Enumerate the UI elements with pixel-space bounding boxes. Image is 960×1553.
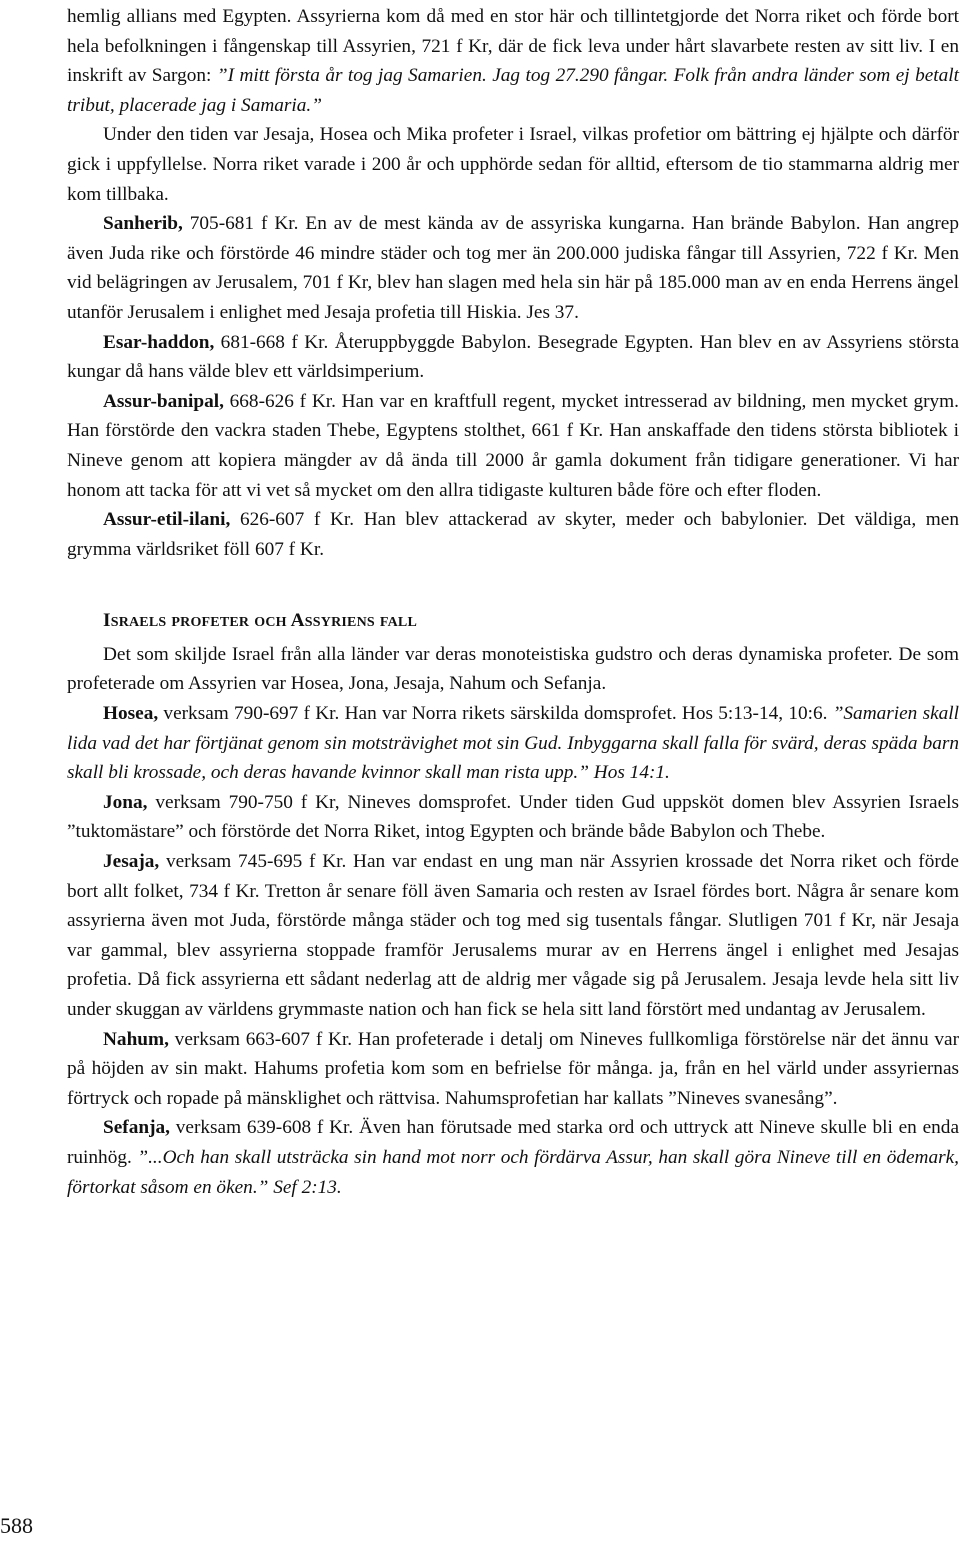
section-heading: Israels profeter och Assyriens fall — [103, 610, 418, 632]
paragraph-sanherib — [67, 209, 959, 327]
paragraph-text: 668-626 f Kr. Han var en kraftfull regent, mycket intresserad av bildning, men mycket grym. Han förstörde den vackra staden Thebe, Egyptens stolthet, 661 f Kr. Han anskaffade den tidens största bibliotek i Nineve genom att kopiera mängder av då ända till 2000 år gamla dokument från tidigare generationer. Vi har honom att tacka för att vi vet så mycket om den allra tidigaste kulturen både före och efter floden. — [67, 390, 959, 501]
paragraph-jesaja — [67, 847, 959, 1025]
paragraph-assur-banipal — [67, 387, 959, 505]
prophet-name: Nahum, — [103, 1028, 169, 1050]
paragraph-sargon — [67, 2, 959, 120]
prophet-name: Sefanja, — [103, 1117, 170, 1139]
king-name: Esar-haddon, — [103, 331, 215, 353]
paragraph-nahum — [67, 1025, 959, 1114]
hosea-quote: ”Samarien skall lida vad det har förtjänat genom sin motsträvighet mot sin Gud. Inbyggarna skall falla för svärd, deras späda barn skall bli krossade, och deras havande kvinnor skall man rista upp.” Hos 14:1. — [67, 703, 959, 784]
paragraph-prophets-israel: Under den tiden var Jesaja, Hosea och Mika profeter i Israel, vilkas profetior om bättring ej hjälpte och därför gick i uppfyllelse. Norra riket varade i 200 år och upphörde sedan för alltid, eftersom de tio stammarna aldrig mer kom tillbaka. — [67, 124, 959, 205]
sargon-inscription-quote: ”I mitt första år tog jag Samarien. Jag tog 27.290 fångar. Folk från andra länder som ej betalt tribut, placerade jag i Samaria.” — [67, 65, 959, 116]
king-name: Assur-banipal, — [103, 390, 224, 412]
paragraph-text: verksam 790-750 f Kr, Nineves domsprofet. Under tiden Gud uppsköt domen blev Assyrien Israels ”tuktomästare” och förstörde det Norra Riket, intog Egypten och brände både Babylon och Thebe. — [67, 791, 959, 843]
king-name: Sanherib, — [103, 213, 183, 235]
sefanja-quote: ”...Och han skall utsträcka sin hand mot norr och fördärva Assur, han skall göra Nineve till en ödemark, förtorkat såsom en öken.” Sef 2:13. — [67, 1146, 960, 1198]
prophet-name: Jesaja, — [103, 851, 160, 873]
paragraph-text: 681-668 f Kr. Återuppbyggde Babylon. Besegrade Egypten. Han blev en av Assyriens största kungar då hans välde blev ett världsimperium. — [67, 331, 959, 383]
paragraph-text: 626-607 f Kr. Han blev attackerad av skyter, meder och babylonier. Det väldiga, men grymma världsriket föll 607 f Kr. — [67, 509, 959, 560]
paragraph-sefanja — [67, 1113, 959, 1202]
paragraph-text: verksam 790-697 f Kr. Han var Norra rikets särskilda domsprofet. Hos 5:13-14, 10:6. — [158, 703, 833, 725]
prophet-name: Hosea, — [103, 703, 159, 725]
paragraph-text: hemlig allians med Egypten. Assyrierna kom då med en stor här och tillintetgjorde det Norra riket och förde bort hela befolkningen i fångenskap till Assyrien, 721 f Kr, där de fick leva under hårt slavarbete resten av sitt liv. I en inskrift av Sargon: — [67, 6, 959, 87]
page-body — [67, 2, 959, 1202]
paragraph-esar-haddon — [67, 328, 959, 387]
paragraph-jona — [67, 788, 959, 847]
page-number: 588 — [0, 1513, 33, 1538]
prophet-name: Jona, — [103, 791, 148, 813]
paragraph-assur-etil-ilani — [67, 505, 959, 564]
king-name: Assur-etil-ilani, — [103, 509, 231, 531]
paragraph-text: 705-681 f Kr. En av de mest kända av de assyriska kungarna. Han brände Babylon. Han angrep även Juda rike och förstörde 46 mindre städer och tog mer än 200.000 judiska fångar till Assyrien, 722 f Kr. Men vid belägringen av Jerusalem, 701 f Kr, blev han slagen med hela sin här på 185.000 man av en enda Herrens ängel utanför Jerusalem i enlighet med Jesaja profetia till Hiskia. Jes 37. — [67, 213, 959, 323]
paragraph-text: verksam 663-607 f Kr. Han profeterade i detalj om Nineves fullkomliga förstörelse när det ännu var på höjden av sin makt. Hahums profetia kom som en befrielse för många. ja, från en hel värld under assyriernas förtryck och ropade på mänsklighet och rättvisa. Nahumsprofetian har kallats ”Nineves svanesång”. — [67, 1028, 959, 1109]
paragraph-hosea — [67, 699, 959, 788]
paragraph-text: verksam 745-695 f Kr. Han var endast en ung man när Assyrien krossade det Norra riket och förde bort allt folket, 734 f Kr. Tretton år senare föll även Samaria och resten av Israel fördes bort. Några år senare kom assyrierna även mot Juda, förstörde många städer och tog med sig tusentals fångar. Slutligen 701 f Kr, när Jesaja var gammal, blev assyrierna stoppade framför Jerusalems murar av en Herrens ängel i enlighet med Jesajas profetia. Då fick assyrierna ett sådant nederlag att de aldrig mer vågade sig på Jerusalem. Jesaja levde hela sitt liv under skuggan av världens grymmaste nation och han fick se hela sitt land förstört med undantag av Jerusalem. — [67, 851, 959, 1020]
paragraph-text: verksam 639-608 f Kr. Även han förutsade med starka ord och uttryck att Nineve skulle bli en enda ruinhög. — [67, 1117, 959, 1168]
paragraph-intro-prophets: Det som skiljde Israel från alla länder var deras monoteistiska gudstro och deras dynamiska profeter. De som profeterade om Assyrien var Hosea, Jona, Jesaja, Nahum och Sefanja. — [67, 643, 959, 695]
